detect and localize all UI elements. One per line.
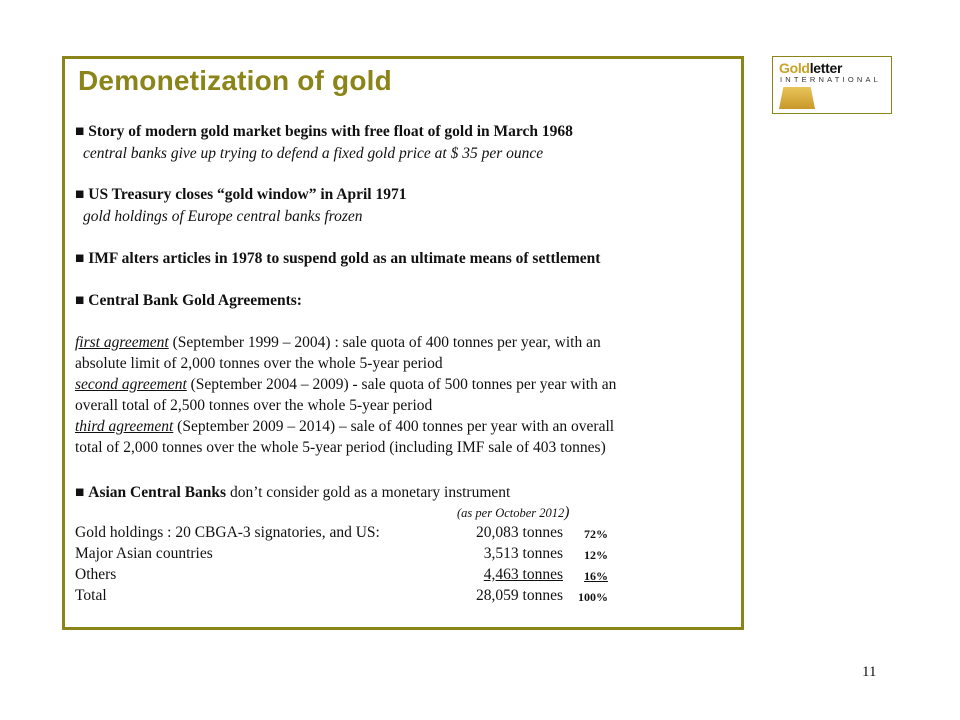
point-1-note: central banks give up trying to defend a fixed gold price at $ 35 per ounce bbox=[83, 145, 544, 162]
gold-bar-icon bbox=[779, 87, 815, 109]
asian-heading: ■ Asian Central Banks don’t consider gold as a monetary instrument bbox=[75, 484, 511, 501]
agreement-3-name: third agreement bbox=[75, 418, 174, 435]
goldletter-logo bbox=[772, 56, 892, 114]
point-3-heading: ■ IMF alters articles in 1978 to suspend gold as an ultimate means of settlement bbox=[75, 250, 601, 267]
holding-label: Total bbox=[75, 587, 107, 604]
bullet-icon: ■ bbox=[75, 292, 85, 309]
logo-subtitle: INTERNATIONAL bbox=[780, 75, 882, 84]
slide-title: Demonetization of gold bbox=[78, 65, 392, 96]
holding-value: 4,463 tonnes bbox=[483, 566, 563, 583]
bullet-icon: ■ bbox=[75, 250, 85, 267]
bullet-icon: ■ bbox=[75, 123, 85, 140]
holding-pct: 12% bbox=[584, 548, 608, 562]
point-1-heading: ■ Story of modern gold market begins with free float of gold in March 1968 bbox=[75, 123, 573, 140]
point-2-heading: ■ US Treasury closes “gold window” in April 1971 bbox=[75, 186, 407, 203]
agreement-2-name: second agreement bbox=[75, 376, 187, 393]
agreement-3-line-2: total of 2,000 tonnes over the whole 5-year period (including IMF sale of 403 tonnes) bbox=[75, 439, 606, 456]
agreement-3-line-1: third agreement (September 2009 – 2014) – sale of 400 tonnes per year with an overall bbox=[75, 418, 615, 435]
holding-label: Gold holdings : 20 CBGA-3 signatories, and US: bbox=[75, 524, 380, 541]
agreement-1-name: first agreement bbox=[75, 334, 169, 351]
point-2-note: gold holdings of Europe central banks frozen bbox=[83, 208, 363, 225]
holding-label: Others bbox=[75, 566, 117, 583]
bullet-icon: ■ bbox=[75, 484, 85, 501]
holding-label: Major Asian countries bbox=[75, 545, 213, 562]
as-of-note: (as per October 2012) bbox=[457, 504, 570, 521]
agreement-2-line-2: overall total of 2,500 tonnes over the whole 5-year period bbox=[75, 397, 433, 414]
holding-value: 20,083 tonnes bbox=[476, 524, 563, 541]
page-number: 11 bbox=[862, 664, 877, 680]
logo-wordmark: Goldletter bbox=[779, 60, 843, 76]
agreement-1-line-1: first agreement (September 1999 – 2004) : sale quota of 400 tonnes per year, with an bbox=[75, 334, 601, 351]
agreement-1-line-2: absolute limit of 2,000 tonnes over the whole 5-year period bbox=[75, 355, 443, 372]
holding-pct: 16% bbox=[584, 569, 608, 583]
holding-value: 3,513 tonnes bbox=[483, 545, 563, 562]
bullet-icon: ■ bbox=[75, 186, 85, 203]
point-4-heading: ■ Central Bank Gold Agreements: bbox=[75, 292, 302, 309]
holding-pct: 72% bbox=[584, 527, 608, 541]
slide-content-frame bbox=[62, 56, 744, 630]
holding-pct: 100% bbox=[578, 590, 608, 604]
agreement-2-line-1: second agreement (September 2004 – 2009) - sale quota of 500 tonnes per year with an bbox=[75, 376, 617, 393]
holding-value: 28,059 tonnes bbox=[476, 587, 563, 604]
